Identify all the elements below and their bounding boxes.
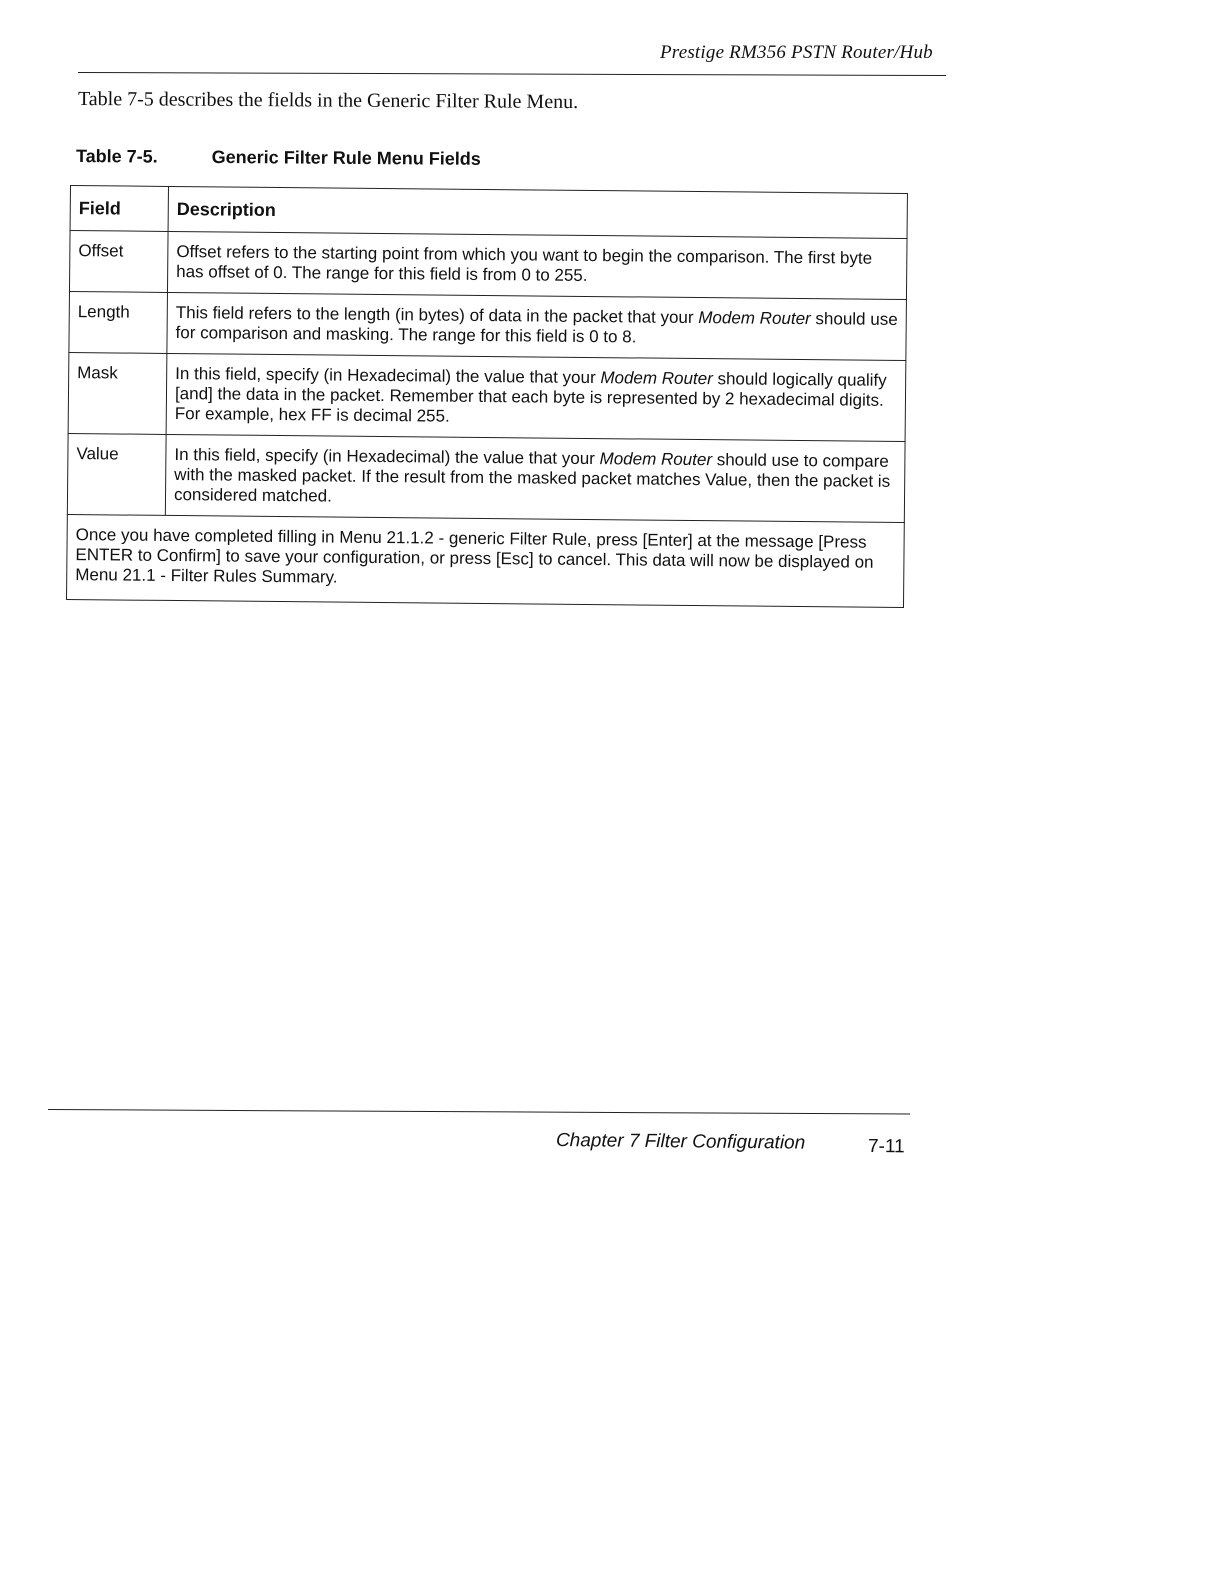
field-cell: Offset [69, 231, 168, 293]
description-cell [166, 353, 906, 441]
description-text: This field refers to the length (in bytes) of data in the packet that your [175, 303, 699, 328]
table-caption-number: Table 7-5. [75, 146, 158, 167]
description-cell [167, 292, 907, 360]
footer-page-number: 7-11 [867, 1136, 905, 1158]
table-row [69, 231, 907, 300]
table-row [67, 433, 905, 522]
description-italic: Modem Router [600, 368, 713, 389]
description-text: In this field, specify (in Hexadecimal) the value that your [174, 445, 600, 469]
intro-paragraph: Table 7-5 describes the fields in the Generic Filter Rule Menu. [77, 88, 579, 114]
description-text: In this field, specify (in Hexadecimal) the value that your [175, 364, 601, 388]
description-text: Offset refers to the starting point from which you want to begin the comparison. The first byte has offset of 0. The range for this field is from 0 to 255. [176, 242, 873, 285]
footer-chapter-title: Chapter 7 Filter Configuration [555, 1130, 806, 1154]
description-text: should use for comparison and masking. The range for this field is 0 to 8. [175, 309, 898, 347]
table-row [69, 291, 907, 360]
description-italic: Modem Router [698, 308, 811, 329]
field-cell: Mask [68, 352, 167, 434]
description-cell [165, 434, 905, 522]
table-note-row [67, 514, 905, 607]
description-cell [167, 231, 907, 299]
running-header: Prestige RM356 PSTN Router/Hub [660, 42, 933, 63]
table-header-row [70, 186, 907, 239]
table-caption-title: Generic Filter Rule Menu Fields [211, 146, 481, 169]
header-rule [78, 72, 946, 76]
description-text: should use to compare with the masked packet. If the result from the masked packet matches Value, then the packet is considered matched. [173, 450, 891, 506]
fields-table-container [66, 185, 908, 608]
column-header-description: Description [168, 186, 907, 238]
description-italic: Modem Router [599, 449, 713, 470]
table-note-cell: Once you have completed filling in Menu 21.1.2 - generic Filter Rule, press [Enter] at the message [Press ENTER to Confirm] to save your configuration, or press [Esc] to cancel. This data will now be displayed on Menu 21.1 - Filter Rules Summary. [67, 514, 905, 607]
table-row [68, 352, 906, 441]
field-cell: Length [69, 291, 168, 353]
column-header-field: Field [70, 186, 168, 232]
table-caption [76, 146, 481, 170]
fields-table [66, 185, 908, 608]
field-cell: Value [67, 433, 166, 515]
description-text: should logically qualify [and] the data in the packet. Remember that each byte is represented by 2 hexadecimal digits. For example, hex FF is decimal 255. [174, 369, 887, 426]
footer-rule [48, 1109, 910, 1115]
